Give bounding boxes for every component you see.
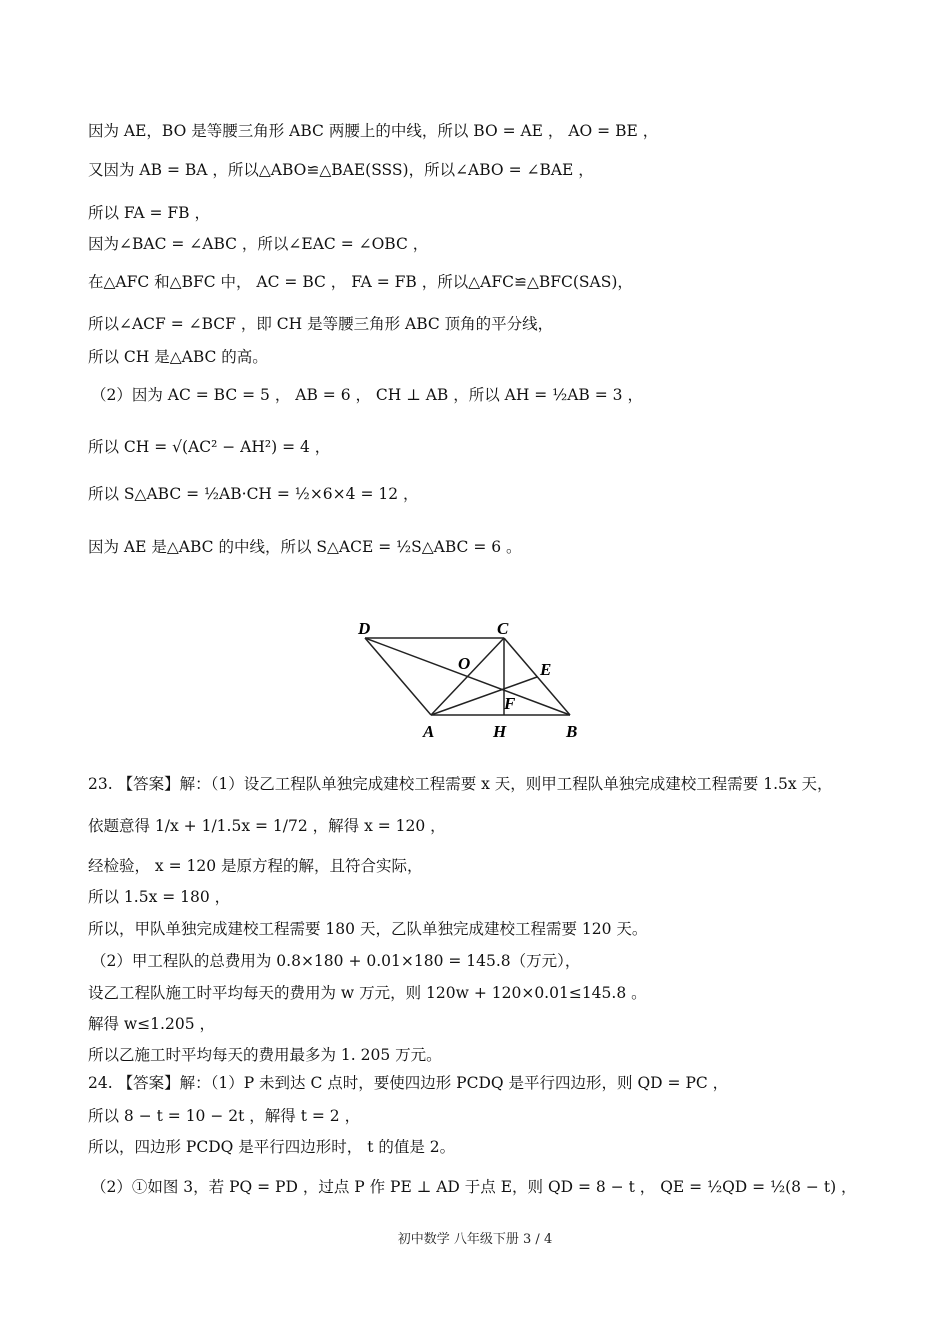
line-16: 所以，甲队单独完成建校工程需要 180 天，乙队单独完成建校工程需要 120 天。	[88, 920, 648, 938]
line-21: 24. 【答案】解：（1）P 未到达 C 点时，要使四边形 PCDQ 是平行四边形，则 QD = PC ，	[88, 1074, 729, 1092]
line-19: 解得 w≤1.205 ，	[88, 1015, 215, 1033]
line-5: 在△AFC 和△BFC 中， AC = BC ， FA = FB ，所以△AFC≌△BFC(SAS)，	[88, 273, 633, 291]
label-b: B	[566, 722, 578, 741]
line-14: 经检验， x = 120 是原方程的解，且符合实际，	[88, 857, 423, 875]
line-7: 所以 CH 是△ABC 的高。	[88, 348, 268, 366]
line-10: 所以 S△ABC = ½AB·CH = ½×6×4 = 12 ，	[88, 485, 419, 503]
line-22: 所以 8 − t = 10 − 2t ，解得 t = 2 ，	[88, 1107, 361, 1125]
label-c: C	[497, 619, 509, 638]
label-f: F	[504, 694, 516, 713]
line-3: 所以 FA = FB ，	[88, 204, 210, 222]
line-12: 23. 【答案】解：（1）设乙工程队单独完成建校工程需要 x 天，则甲工程队单独完成建校工程需要 1.5x 天，	[88, 775, 833, 793]
line-9: 所以 CH = √(AC² − AH²) = 4 ，	[88, 438, 331, 456]
line-11: 因为 AE 是△ABC 的中线，所以 S△ACE = ½S△ABC = 6 。	[88, 538, 522, 556]
label-d: D	[358, 619, 371, 638]
line-4: 因为∠BAC = ∠ABC ，所以∠EAC = ∠OBC ，	[88, 235, 429, 253]
page-footer: 初中数学 八年级下册 3 / 4	[397, 1232, 553, 1247]
line-1: 因为 AE，BO 是等腰三角形 ABC 两腰上的中线，所以 BO = AE ， AO = BE ，	[88, 122, 659, 140]
line-24: （2）①如图 3，若 PQ = PD ，过点 P 作 PE ⊥ AD 于点 E，则 QD = 8 − t ， QE = ½QD = ½(8 − t) ，	[91, 1178, 857, 1196]
line-18: 设乙工程队施工时平均每天的费用为 w 万元，则 120w + 120×0.01≤145.8 。	[88, 984, 647, 1002]
line-2: 又因为 AB = BA ，所以△ABO≌△BAE(SSS)，所以∠ABO = ∠BAE ，	[88, 161, 594, 179]
line-17: （2）甲工程队的总费用为 0.8×180 + 0.01×180 = 145.8（万元），	[91, 952, 581, 970]
segment-da	[365, 638, 431, 715]
label-o: O	[458, 654, 471, 673]
label-h: H	[493, 722, 507, 741]
line-6: 所以∠ACF = ∠BCF ，即 CH 是等腰三角形 ABC 顶角的平分线，	[88, 315, 554, 333]
label-a: A	[423, 722, 435, 741]
line-23: 所以，四边形 PCDQ 是平行四边形时， t 的值是 2。	[88, 1138, 456, 1156]
line-8: （2）因为 AC = BC = 5 ， AB = 6 ， CH ⊥ AB ，所以 AH = ½AB = 3 ，	[91, 386, 643, 404]
line-20: 所以乙施工时平均每天的费用最多为 1. 205 万元。	[88, 1046, 442, 1064]
line-13: 依题意得 1/x + 1/1.5x = 1/72 ，解得 x = 120 ，	[88, 817, 446, 835]
label-e: E	[540, 660, 552, 679]
geometry-figure	[355, 615, 595, 745]
line-15: 所以 1.5x = 180 ，	[88, 888, 231, 906]
